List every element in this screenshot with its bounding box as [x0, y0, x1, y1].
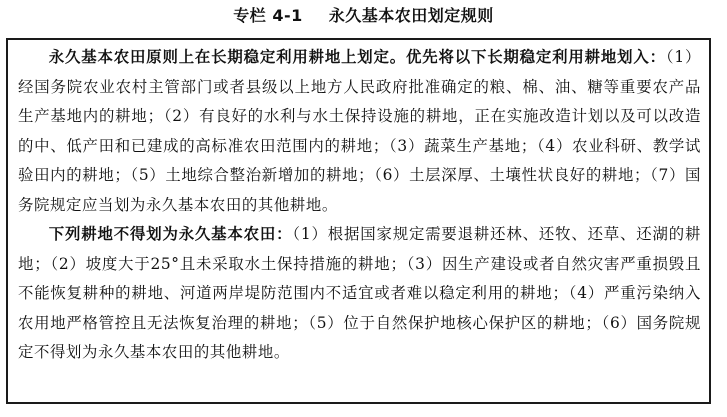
- exclusion-heading: 下列耕地不得划为永久基本农田：: [48, 225, 293, 243]
- paragraph-exclusion: [18, 220, 701, 368]
- paragraph-priority: [18, 43, 701, 220]
- exclusion-body: （1）根据国家规定需要退耕还林、还牧、还草、还湖的耕地；（2）坡度大于25°且未采取水土保持措施的耕地；（3）因生产建设或者自然灾害严重损毁且不能恢复耕种的耕地、河道两岸堤防范围内不适宜或者难以稳定利用的耕地；（4）严重污染纳入农用地严格管控且无法恢复治理的耕地；（5）位于自然保护地核心保护区的耕地；（6）国务院规定不得划为永久基本农田的其他耕地。: [18, 225, 701, 361]
- column-title: [0, 6, 727, 26]
- column-heading: 永久基本农田划定规则: [328, 6, 494, 25]
- priority-heading: 永久基本农田原则上在长期稳定利用耕地上划定。优先将以下长期稳定利用耕地划入：: [48, 48, 666, 66]
- priority-body: （1）经国务院农业农村主管部门或者县级以上地方人民政府批准确定的粮、棉、油、糖等重要农产品生产基地内的耕地；（2）有良好的水利与水土保持设施的耕地，正在实施改造计划以及可以改造的中、低产田和已建成的高标准农田范围内的耕地；（3）蔬菜生产基地；（4）农业科研、教学试验田内的耕地；（5）土地综合整治新增加的耕地；（6）土层深厚、土壤性状良好的耕地；（7）国务院规定应当划为永久基本农田的其他耕地。: [18, 48, 701, 214]
- column-code: 专栏 4-1: [233, 6, 303, 25]
- rules-box: [6, 38, 711, 404]
